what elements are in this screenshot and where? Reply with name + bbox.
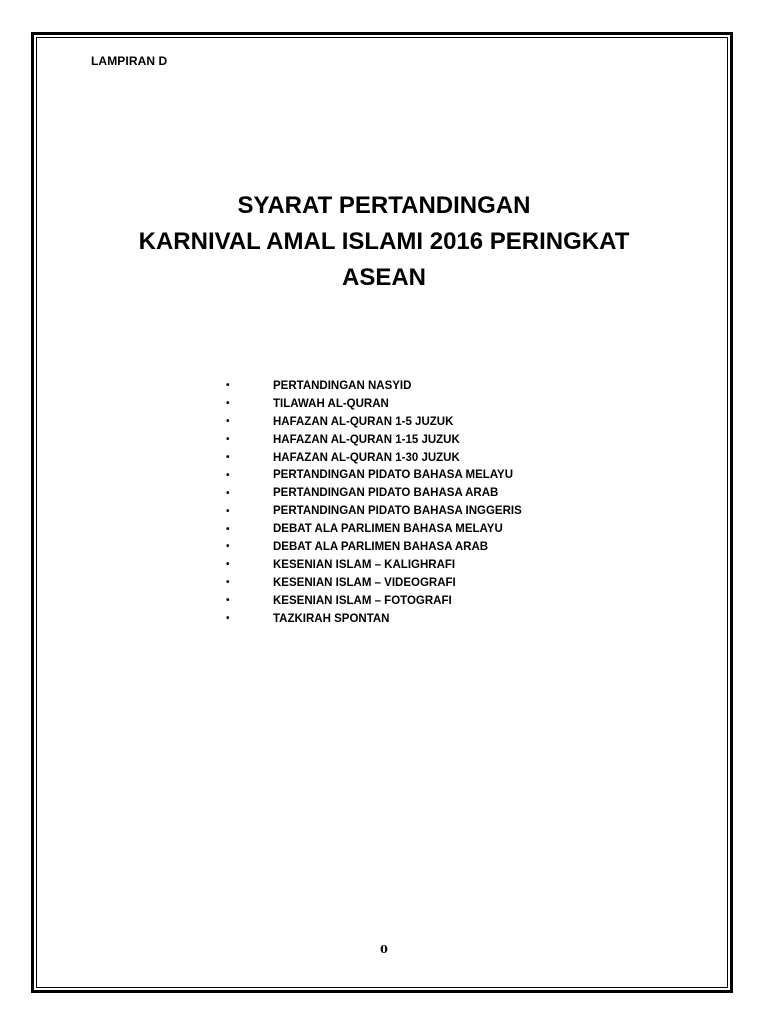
bullet-icon: •	[226, 380, 230, 392]
bullet-icon: •	[226, 452, 230, 463]
list-item	[224, 395, 522, 413]
list-item	[224, 610, 522, 628]
list-item	[224, 520, 522, 538]
document-title	[100, 188, 668, 296]
list-item-label: PERTANDINGAN PIDATO BAHASA INGGERIS	[273, 505, 522, 518]
list-item-label: TILAWAH AL-QURAN	[273, 397, 389, 410]
page-number: 0	[380, 943, 388, 956]
appendix-label: LAMPIRAN D	[91, 54, 168, 68]
list-item-label: PERTANDINGAN NASYID	[273, 379, 412, 392]
list-item-label: KESENIAN ISLAM – FOTOGRAFI	[273, 594, 452, 607]
list-item	[224, 592, 522, 610]
bullet-icon: •	[226, 434, 230, 446]
list-item	[224, 449, 522, 467]
list-item-label: DEBAT ALA PARLIMEN BAHASA MELAYU	[273, 523, 503, 536]
bullet-icon: •	[226, 487, 230, 499]
list-item-label: HAFAZAN AL-QURAN 1-5 JUZUK	[273, 415, 454, 428]
title-line-2: KARNIVAL AMAL ISLAMI 2016 PERINGKAT	[138, 228, 630, 255]
bullet-icon: •	[226, 613, 230, 625]
list-item-label: HAFAZAN AL-QURAN 1-30 JUZUK	[273, 451, 460, 464]
list-item-label: DEBAT ALA PARLIMEN BAHASA ARAB	[273, 540, 489, 553]
bullet-icon: •	[226, 469, 230, 481]
list-item	[224, 574, 522, 592]
bullet-icon: •	[226, 577, 230, 589]
list-item	[224, 466, 522, 484]
list-item-label: KESENIAN ISLAM – VIDEOGRAFI	[273, 576, 456, 589]
bullet-icon: •	[226, 559, 230, 571]
title-line-3: ASEAN	[341, 264, 426, 291]
list-item-label: TAZKIRAH SPONTAN	[273, 612, 390, 625]
bullet-icon: •	[226, 541, 230, 553]
list-item	[224, 556, 522, 574]
list-item	[224, 431, 522, 449]
list-item	[224, 538, 522, 556]
competition-list	[224, 377, 522, 627]
list-item	[224, 413, 522, 431]
bullet-icon: •	[226, 416, 230, 428]
list-item	[224, 484, 522, 502]
list-item	[224, 377, 522, 395]
bullet-icon: •	[226, 398, 230, 410]
list-item	[224, 502, 522, 520]
bullet-icon: •	[226, 595, 230, 607]
list-item-label: HAFAZAN AL-QURAN 1-15 JUZUK	[273, 433, 460, 446]
list-item-label: PERTANDINGAN PIDATO BAHASA MELAYU	[273, 469, 514, 482]
title-line-1: SYARAT PERTANDINGAN	[237, 192, 531, 219]
bullet-icon: •	[226, 505, 230, 517]
bullet-icon: •	[226, 523, 230, 535]
list-item-label: PERTANDINGAN PIDATO BAHASA ARAB	[273, 487, 499, 500]
list-item-label: KESENIAN ISLAM – KALIGHRAFI	[273, 558, 456, 571]
